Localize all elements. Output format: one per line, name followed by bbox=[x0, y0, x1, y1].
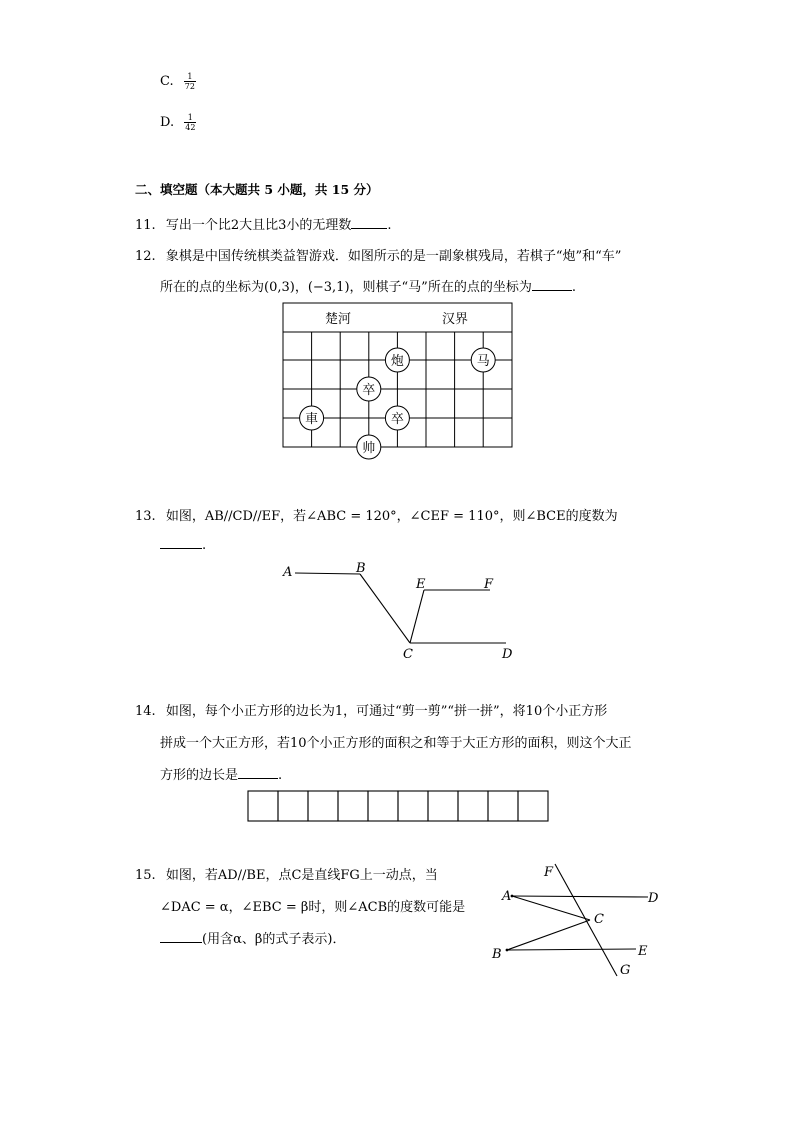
label-c: C bbox=[403, 647, 413, 662]
line-be bbox=[507, 949, 636, 950]
q15-answer-blank[interactable] bbox=[160, 930, 202, 943]
option-c-letter: C. bbox=[160, 74, 174, 89]
option-c-numerator: 1 bbox=[184, 72, 196, 82]
board-left-label: 楚河 bbox=[325, 312, 352, 327]
q11-end: . bbox=[387, 218, 392, 233]
question-12 bbox=[135, 245, 621, 264]
q15-line2: ∠DAC = α，∠EBC = β时，则∠ACB的度数可能是 bbox=[160, 900, 466, 915]
option-d-fraction bbox=[184, 113, 196, 132]
q15-label-g: G bbox=[620, 963, 631, 978]
option-d-numerator: 1 bbox=[184, 113, 196, 123]
q15-line1: 如图，若AD//BE，点C是直线FG上一动点，当 bbox=[165, 868, 438, 883]
q12-line2: 所在的点的坐标为(0,3)，(−3,1)，则棋子“马”所在的点的坐标为 bbox=[160, 280, 532, 295]
q14-squares-figure bbox=[246, 789, 550, 823]
segment-bc bbox=[507, 920, 590, 950]
q15-label-b: B bbox=[492, 947, 502, 962]
q15-label-c: C bbox=[594, 912, 604, 927]
question-13 bbox=[135, 505, 618, 524]
label-a: A bbox=[283, 565, 293, 580]
q14-answer-blank[interactable] bbox=[238, 766, 278, 779]
q15-label-f: F bbox=[544, 865, 554, 880]
q12-answer-blank[interactable] bbox=[532, 278, 572, 291]
q13-figure bbox=[278, 558, 528, 668]
chess-board-figure bbox=[270, 298, 530, 468]
q15-label-a: A bbox=[502, 889, 512, 904]
q11-answer-blank[interactable] bbox=[351, 216, 387, 229]
piece-zu-1-label: 卒 bbox=[362, 383, 376, 398]
q13-answer-blank[interactable] bbox=[160, 536, 202, 549]
board-right-label: 汉界 bbox=[442, 312, 469, 327]
piece-pao-label: 炮 bbox=[390, 354, 404, 369]
q11-text: 写出一个比2大且比3小的无理数 bbox=[165, 218, 352, 233]
line-fg bbox=[555, 864, 617, 976]
unit-square bbox=[458, 791, 488, 821]
segment-ce bbox=[410, 590, 424, 643]
q13-blank-row bbox=[160, 536, 206, 553]
q12-line2-row bbox=[160, 276, 576, 295]
unit-square bbox=[278, 791, 308, 821]
segment-bc bbox=[360, 574, 410, 643]
unit-square bbox=[248, 791, 278, 821]
segment-ab bbox=[295, 573, 360, 574]
label-f: F bbox=[484, 577, 494, 592]
question-11 bbox=[135, 214, 392, 233]
q14-line3: 方形的边长是 bbox=[160, 768, 239, 783]
label-d: D bbox=[502, 647, 513, 662]
unit-square bbox=[308, 791, 338, 821]
piece-zu-2-label: 卒 bbox=[390, 412, 404, 427]
option-d-denominator: 42 bbox=[185, 123, 196, 132]
q15-label-d: D bbox=[648, 891, 659, 906]
q12-number: 12. bbox=[135, 249, 156, 264]
piece-che-label: 車 bbox=[305, 412, 319, 427]
unit-square bbox=[368, 791, 398, 821]
option-d-letter: D. bbox=[160, 115, 175, 130]
q11-number: 11. bbox=[135, 218, 156, 233]
q12-end: . bbox=[571, 280, 576, 295]
question-15 bbox=[135, 864, 438, 883]
q14-end: . bbox=[278, 768, 283, 783]
q15-number: 15. bbox=[135, 868, 156, 883]
segment-ac bbox=[512, 896, 590, 920]
q15-figure bbox=[490, 858, 670, 980]
question-14 bbox=[135, 700, 607, 719]
unit-square bbox=[518, 791, 548, 821]
option-c-denominator: 72 bbox=[184, 82, 195, 91]
q15-label-e: E bbox=[638, 944, 648, 959]
unit-square bbox=[398, 791, 428, 821]
piece-ma-label: 马 bbox=[476, 354, 490, 369]
section-title: 二、填空题（本大题共 5 小题，共 15 分） bbox=[135, 182, 379, 197]
unit-square bbox=[338, 791, 368, 821]
unit-square bbox=[488, 791, 518, 821]
q13-end: . bbox=[202, 538, 207, 553]
piece-shuai-label: 帅 bbox=[362, 441, 376, 456]
q15-line3: (用含α、β的式子表示)． bbox=[202, 932, 346, 947]
option-c bbox=[160, 72, 196, 91]
line-ad bbox=[512, 896, 648, 897]
q14-line2: 拼成一个大正方形，若10个小正方形的面积之和等于大正方形的面积，则这个大正 bbox=[160, 736, 632, 751]
q12-line1: 象棋是中国传统棋类益智游戏．如图所示的是一副象棋残局，若棋子“炮”和“车” bbox=[165, 249, 622, 264]
label-e: E bbox=[416, 577, 426, 592]
q13-number: 13. bbox=[135, 509, 156, 524]
option-c-fraction bbox=[184, 72, 196, 91]
q14-number: 14. bbox=[135, 704, 156, 719]
label-b: B bbox=[356, 561, 366, 576]
unit-square bbox=[428, 791, 458, 821]
option-d bbox=[160, 113, 196, 132]
q13-text: 如图，AB//CD//EF，若∠ABC = 120°，∠CEF = 110°，则∠BCE的度数为 bbox=[165, 509, 618, 524]
q14-line3-row bbox=[160, 764, 282, 783]
q14-line1: 如图，每个小正方形的边长为1，可通过“剪一剪”“拼一拼”，将10个小正方形 bbox=[165, 704, 608, 719]
q15-line3-row bbox=[160, 928, 345, 947]
